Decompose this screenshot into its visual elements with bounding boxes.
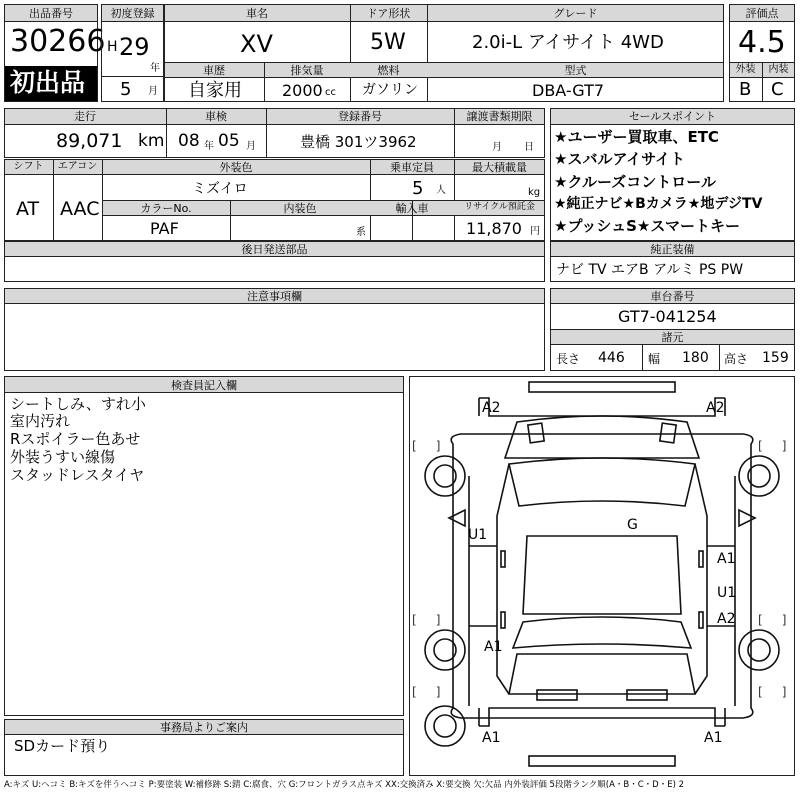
damage-code-left-door: U1 [468,527,488,543]
bracket-marker: [ ] [758,685,787,699]
mileage-unit: km [138,131,165,151]
inspector-line: Rスポイラー色あせ [10,430,141,448]
equipment-value: ナビ TV エアB アルミ PS PW [556,262,744,278]
first-reg-era: H [107,39,118,55]
bracket-marker: [ ] [758,613,787,627]
mileage: 89,071 [56,130,123,152]
transfer-label: 譲渡書類期限 [466,110,533,123]
sales-point: ★純正ナビ★Bカメラ★地デジTV [554,196,763,212]
car-diagram [409,376,795,776]
capacity: 5 [412,178,424,199]
grade: 2.0i-L アイサイト 4WD [472,32,664,53]
damage-code-front-left: A2 [482,400,501,416]
damage-legend: A:キズ U:ヘコミ B:キズを伴うヘコミ P:要塗装 W:補修跡 S:錆 C:腐食、穴 G:フロントガラス点キズ XX:交換済み X:要交換 欠:欠品 内外装評価 5段階ランク順(A・B・C・D・E) 2 [4,780,685,790]
bracket-marker: [ ] [412,613,441,627]
capacity-label: 乗車定員 [390,161,434,174]
displacement-unit: cc [325,87,336,98]
reg-label: 登録番号 [338,110,382,123]
later-parts-label: 後日発送部品 [241,243,308,256]
inspector-label: 検査員記入欄 [171,379,237,392]
import-label: 輸入車 [395,202,429,215]
chassis-label: 車台番号 [650,290,695,303]
damage-code-glass: G [627,517,638,533]
model-label: 型式 [564,64,587,77]
damage-code-rear-left: A1 [482,730,501,746]
damage-code-right-front-door: A1 [717,551,736,567]
model: DBA-GT7 [532,81,605,100]
inspection-month: 05 [218,131,240,151]
color-label: 外装色 [219,161,253,174]
displacement-label: 排気量 [290,64,324,77]
inspection-year: 08 [178,131,200,151]
damage-code-right-rear-door: U1 [717,585,737,601]
ac: AAC [60,198,100,220]
interior-grade: C [771,79,784,100]
history-label: 車歴 [203,64,225,77]
sales-point: ★スバルアイサイト [554,150,686,168]
lot-label: 出品番号 [29,7,73,20]
bracket-marker: [ ] [412,685,441,699]
interior-label: 内装 [768,64,789,75]
equipment-label: 純正装備 [650,243,695,256]
inspector-line: スタッドレスタイヤ [10,466,145,484]
height-label: 高さ [724,352,749,366]
shift: AT [16,198,40,220]
sales-point: ★ユーザー買取車、ETC [554,128,719,146]
inspection-month-unit: 月 [246,141,256,152]
capacity-unit: 人 [436,185,446,196]
grade-label: グレード [553,7,598,20]
car-name-label: 車名 [246,7,268,20]
transfer-month-unit: 月 [492,142,502,153]
first-reg-label: 初度登録 [110,7,155,20]
lot-number: 30266 [10,24,106,59]
int-color-unit: 系 [356,227,366,238]
width-label: 幅 [648,352,661,366]
color-no: PAF [150,219,179,238]
damage-code-left-rear-fender: A1 [484,639,503,655]
office-value: SDカード預り [14,737,111,755]
inspector-line: 室内汚れ [10,412,71,430]
recycle-unit: 円 [530,226,540,237]
height: 159 [762,350,789,366]
damage-code-rear-right: A1 [704,730,723,746]
first-reg-year: 29 [119,33,150,61]
int-color-label: 内装色 [283,202,317,215]
load-unit: kg [528,187,541,198]
inspection-label: 車検 [205,110,227,123]
fuel-label: 燃料 [377,64,400,77]
reg-number: 豊橋 301ツ3962 [300,133,417,151]
fuel: ガソリン [362,82,418,98]
bracket-marker: [ ] [412,439,441,453]
mileage-label: 走行 [74,110,96,123]
inspector-line: 外装うすい線傷 [10,448,116,466]
inspector-line: シートしみ、すれ小 [10,395,146,413]
color-no-label: カラーNo. [140,202,192,215]
notes-label: 注意事項欄 [247,290,302,303]
score-label: 評価点 [745,7,779,20]
load-label: 最大積載量 [472,161,527,174]
first-reg-year-unit: 年 [150,63,160,74]
exterior-grade: B [739,79,752,100]
history: 自家用 [188,80,242,101]
sales-point: ★プッシュS★スマートキー [554,217,741,235]
sales-label: セールスポイント [628,110,716,123]
color: ミズイロ [192,181,248,197]
displacement: 2000 [282,81,323,100]
recycle-label: リサイクル預託金 [464,202,535,212]
exterior-label: 外装 [735,64,756,75]
length: 446 [598,350,625,366]
damage-code-right-rear-fender: A2 [717,611,736,627]
office-label: 事務局よりご案内 [160,721,248,734]
first-reg-month-unit: 月 [148,86,158,97]
chassis-value: GT7-041254 [618,307,717,326]
shift-label: シフト [13,161,44,172]
sales-point: ★クルーズコントロール [554,173,716,191]
score: 4.5 [738,25,786,60]
dims-label: 諸元 [661,331,684,344]
first-listing-text: 初出品 [10,68,86,97]
recycle: 11,870 [466,219,522,238]
damage-code-front-right: A2 [706,400,725,416]
door: 5W [370,30,406,55]
ac-label: エアコン [57,161,98,172]
first-reg-month: 5 [120,79,132,100]
transfer-day-unit: 日 [524,142,534,153]
door-label: ドア形状 [366,7,411,20]
inspection-year-unit: 年 [204,141,214,152]
bracket-marker: [ ] [758,439,787,453]
length-label: 長さ [556,352,581,366]
width: 180 [682,350,709,366]
car-name: XV [240,30,273,58]
